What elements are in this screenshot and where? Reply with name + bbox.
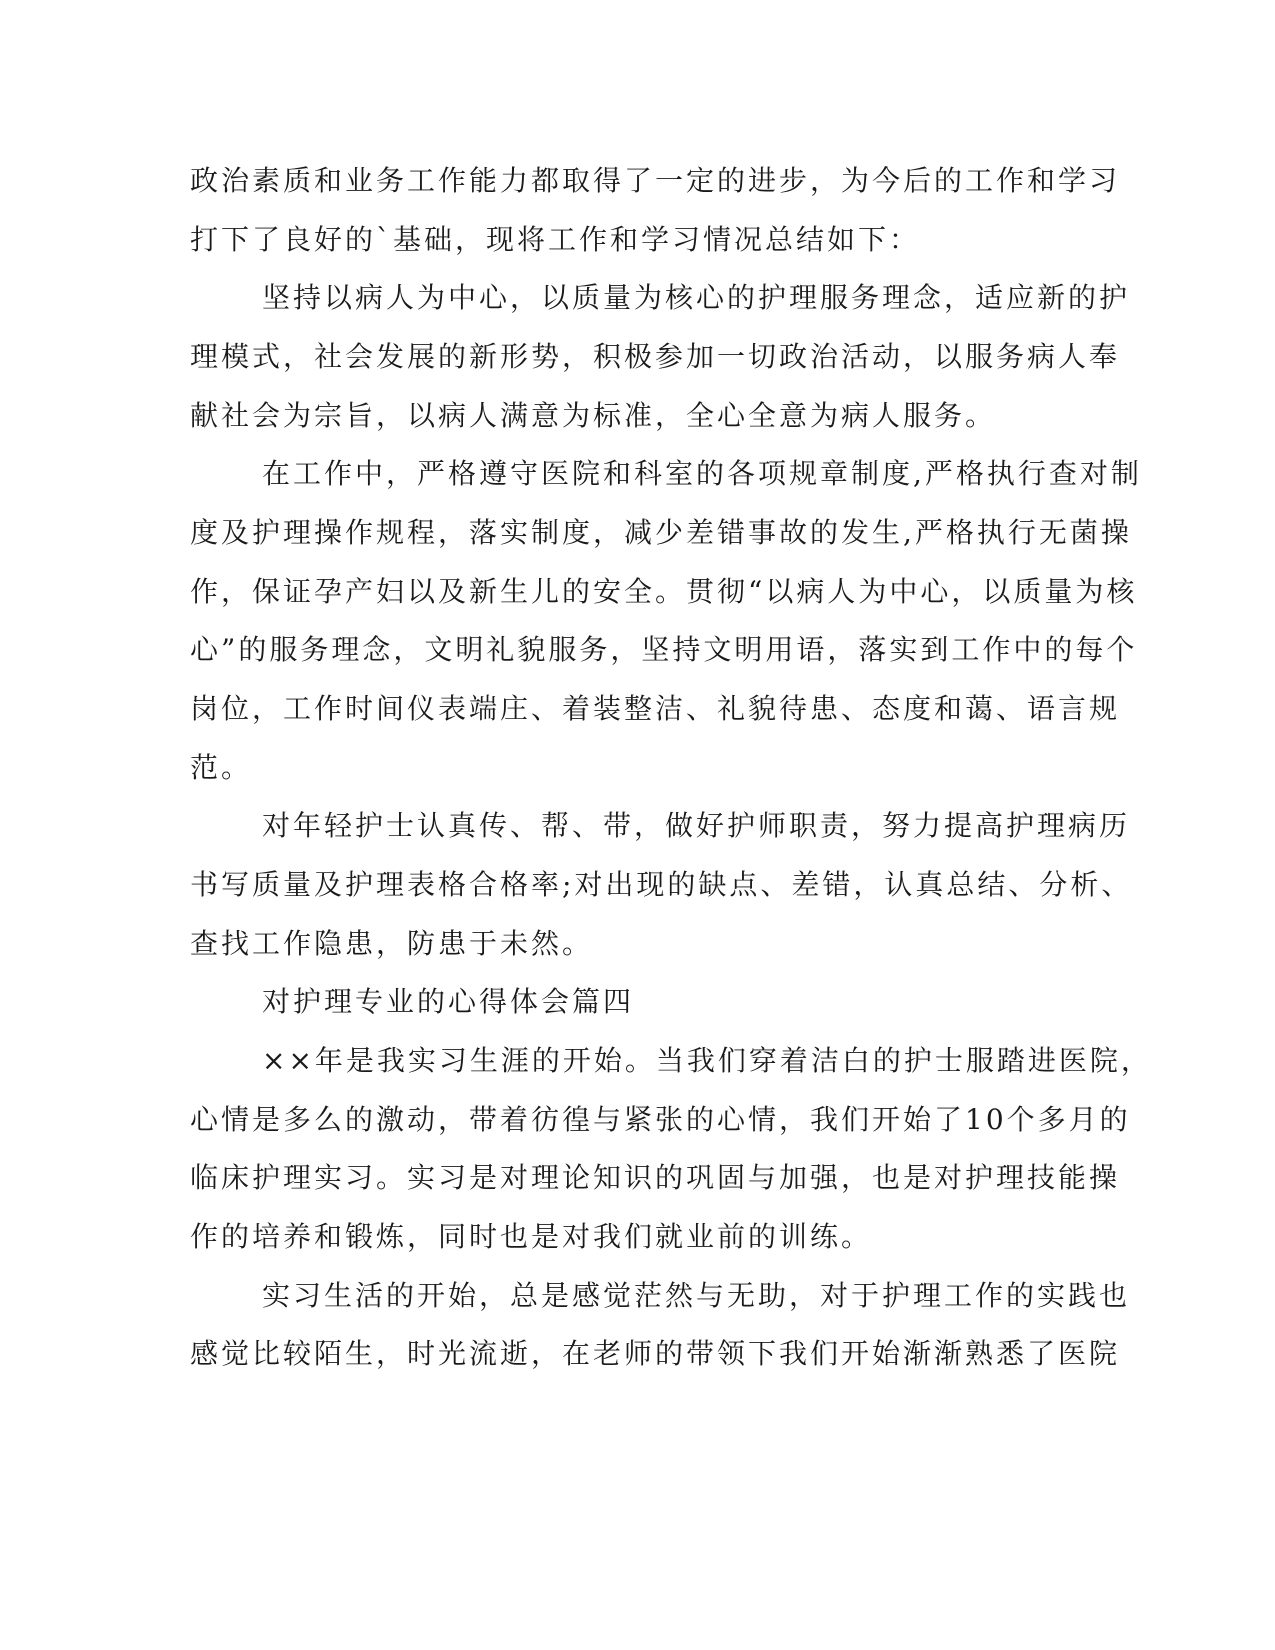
text-line: 临床护理实习。实习是对理论知识的巩固与加强，也是对护理技能操 xyxy=(190,1161,1121,1194)
text-line: 书写质量及护理表格合格率;对出现的缺点、差错，认真总结、分析、 xyxy=(190,868,1133,901)
paragraph-start-line: 对年轻护士认真传、帮、带，做好护师职责，努力提高护理病历 xyxy=(262,809,1131,842)
text-line: 感觉比较陌生，时光流逝，在老师的带领下我们开始渐渐熟悉了医院 xyxy=(190,1337,1121,1370)
paragraph-start-line: 在工作中，严格遵守医院和科室的各项规章制度,严格执行查对制 xyxy=(262,457,1142,490)
text-line: 范。 xyxy=(190,751,253,784)
text-line: 理模式，社会发展的新形势，积极参加一切政治活动，以服务病人奉 xyxy=(190,340,1121,373)
text-line: 政治素质和业务工作能力都取得了一定的进步，为今后的工作和学习 xyxy=(190,164,1121,197)
text-line: 心情是多么的激动，带着彷徨与紧张的心情，我们开始了10个多月的 xyxy=(190,1103,1131,1136)
paragraph-start-line: ××年是我实习生涯的开始。当我们穿着洁白的护士服踏进医院， xyxy=(262,1044,1152,1077)
text-line: 作，保证孕产妇以及新生儿的安全。贯彻“以病人为中心，以质量为核 xyxy=(190,575,1138,608)
paragraph-start-line: 坚持以病人为中心，以质量为核心的护理服务理念，适应新的护 xyxy=(262,281,1131,314)
text-line: 查找工作隐患，防患于未然。 xyxy=(190,927,594,960)
text-line: 心”的服务理念，文明礼貌服务，坚持文明用语，落实到工作中的每个 xyxy=(190,633,1138,666)
text-line: 献社会为宗旨，以病人满意为标准，全心全意为病人服务。 xyxy=(190,399,997,432)
paragraph-start-line: 实习生活的开始，总是感觉茫然与无助，对于护理工作的实践也 xyxy=(262,1279,1131,1312)
section-heading: 对护理专业的心得体会篇四 xyxy=(262,985,635,1018)
text-line: 岗位，工作时间仪表端庄、着装整洁、礼貌待患、态度和蔼、语言规 xyxy=(190,692,1121,725)
text-line: 度及护理操作规程，落实制度，减少差错事故的发生,严格执行无菌操 xyxy=(190,516,1132,549)
text-line: 作的培养和锻炼，同时也是对我们就业前的训练。 xyxy=(190,1220,873,1253)
text-line: 打下了良好的`基础，现将工作和学习情况总结如下： xyxy=(190,223,921,256)
